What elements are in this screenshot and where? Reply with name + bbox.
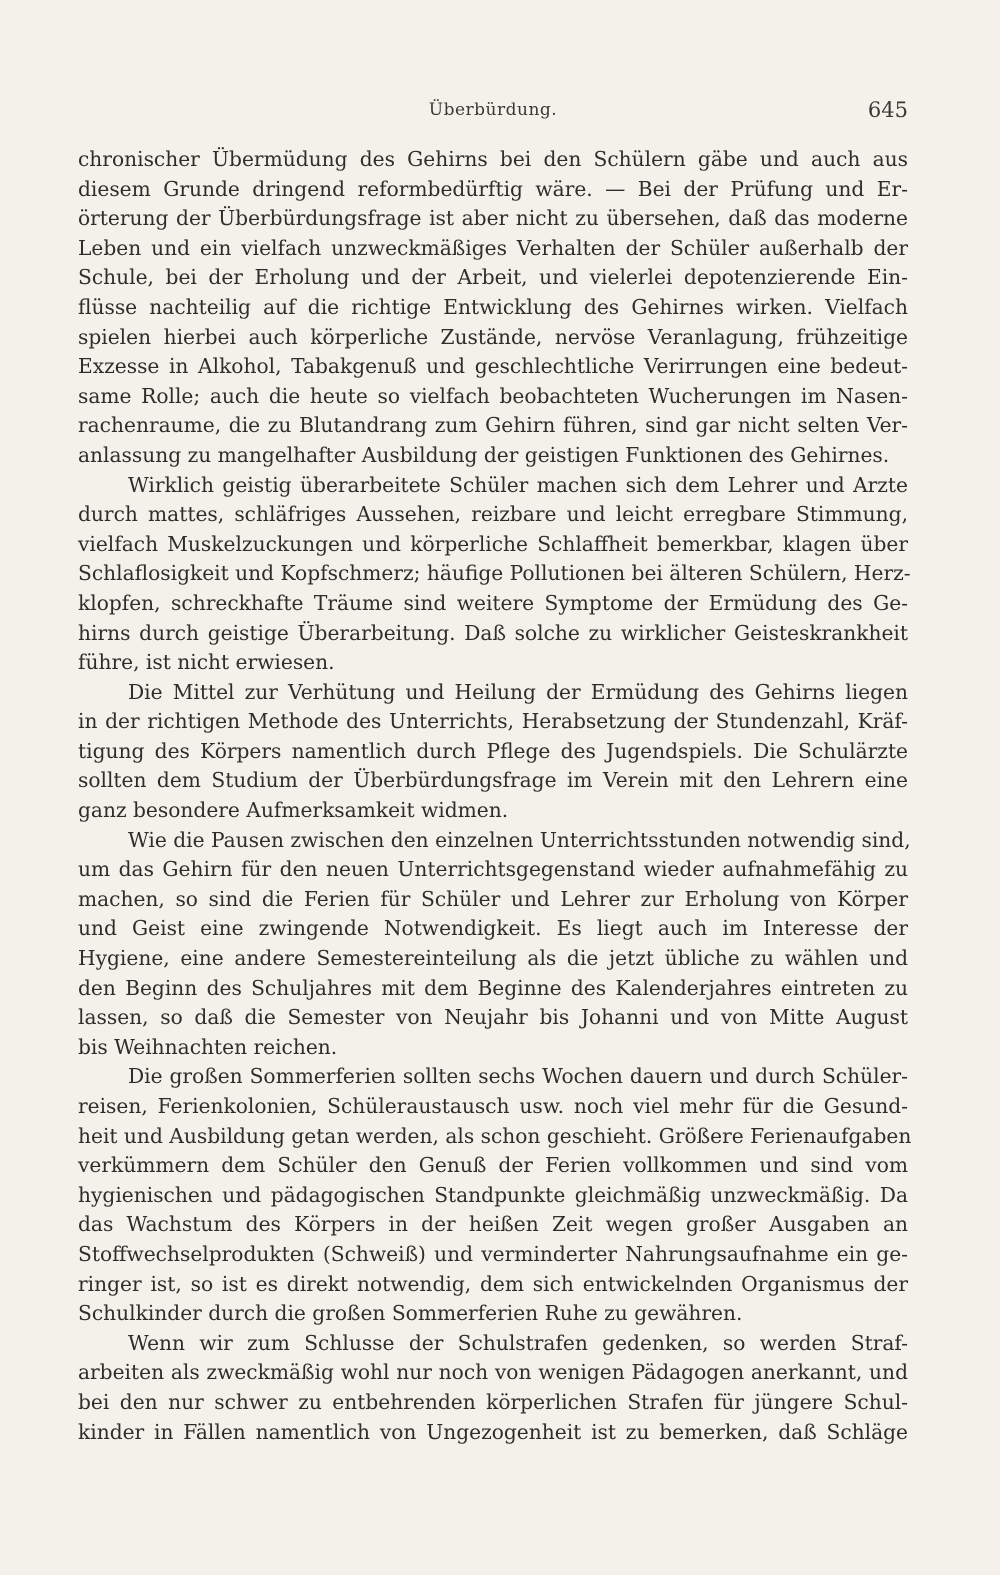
text-line: anlassung zu mangelhafter Ausbildung der geistigen Funktionen des Gehirnes. (78, 442, 890, 467)
text-line: Exzesse in Alkohol, Tabakgenuß und geschlechtliche Verirrungen eine bedeut- (78, 354, 908, 379)
text-line: bei den nur schwer zu entbehrenden körperlichen Strafen für jüngere Schul- (78, 1389, 908, 1414)
text-line: Hygiene, eine andere Semestereinteilung als die jetzt übliche zu wählen und (78, 946, 908, 971)
text-line: führe, ist nicht erwiesen. (78, 650, 335, 675)
text-line: Leben und ein vielfach unzweckmäßiges Verhalten der Schüler außerhalb der (78, 235, 908, 260)
text-line: verkümmern dem Schüler den Genuß der Ferien vollkommen und sind vom (78, 1153, 908, 1178)
text-line: sollten dem Studium der Überbürdungsfrage im Verein mit den Lehrern eine (78, 768, 908, 793)
text-line: kinder in Fällen namentlich von Ungezogenheit ist zu bemerken, daß Schläge (78, 1419, 908, 1444)
text-line: Stoffwechselprodukten (Schweiß) und verminderter Nahrungsaufnahme ein ge- (78, 1241, 908, 1266)
text-line: Die Mittel zur Verhütung und Heilung der Ermüdung des Gehirns liegen (128, 679, 908, 704)
text-line: Schule, bei der Erholung und der Arbeit, und vielerlei depotenzierende Ein- (78, 265, 908, 290)
text-line: bis Weihnachten reichen. (78, 1034, 338, 1059)
text-line: vielfach Muskelzuckungen und körperliche Schlaffheit bemerkbar, klagen über (78, 531, 908, 556)
text-line: arbeiten als zweckmäßig wohl nur noch von wenigen Pädagogen anerkannt, und (78, 1360, 908, 1385)
running-title: Überbürdung. (428, 100, 558, 120)
text-line: ganz besondere Aufmerksamkeit widmen. (78, 798, 509, 823)
text-line: örterung der Überbürdungsfrage ist aber nicht zu übersehen, daß das moderne (78, 206, 908, 231)
text-line: hirns durch geistige Überarbeitung. Daß solche zu wirklicher Geisteskrankheit (78, 620, 908, 645)
text-line: und Geist eine zwingende Notwendigkeit. Es liegt auch im Interesse der (78, 916, 908, 941)
text-line: durch mattes, schläfriges Aussehen, reizbare und leicht erregbare Stimmung, (78, 502, 908, 527)
text-line: flüsse nachteilig auf die richtige Entwicklung des Gehirnes wirken. Vielfach (78, 294, 908, 319)
text-line: den Beginn des Schuljahres mit dem Beginne des Kalenderjahres eintreten zu (78, 975, 908, 1000)
text-line: heit und Ausbildung getan werden, als schon geschieht. Größere Ferienaufgaben (78, 1123, 912, 1148)
text-line: chronischer Übermüdung des Gehirns bei den Schülern gäbe und auch aus (78, 147, 908, 171)
text-line: um das Gehirn für den neuen Unterrichtsgegenstand wieder aufnahmefähig zu (78, 857, 908, 882)
text-line: Die großen Sommerferien sollten sechs Wochen dauern und durch Schüler- (128, 1064, 908, 1089)
text-line: klopfen, schreckhafte Träume sind weitere Symptome der Ermüdung des Ge- (78, 590, 908, 615)
text-line: das Wachstum des Körpers in der heißen Zeit wegen großer Ausgaben an (78, 1212, 908, 1237)
text-line: in der richtigen Methode des Unterrichts, Herabsetzung der Stundenzahl, Kräf- (78, 709, 908, 734)
text-line: Schulkinder durch die großen Sommerferien Ruhe zu gewähren. (78, 1301, 743, 1326)
text-line: Wenn wir zum Schlusse der Schulstrafen gedenken, so werden Straf- (128, 1330, 908, 1355)
text-line: ringer ist, so ist es direkt notwendig, dem sich entwickelnden Organismus der (78, 1271, 908, 1296)
text-line: lassen, so daß die Semester von Neujahr bis Johanni und von Mitte August (78, 1005, 908, 1030)
text-line: reisen, Ferienkolonien, Schüleraustausch usw. noch viel mehr für die Gesund- (78, 1094, 908, 1118)
text-line: hygienischen und pädagogischen Standpunkte gleichmäßig unzweckmäßig. Da (78, 1182, 908, 1207)
running-head (78, 100, 908, 130)
text-line: spielen hierbei auch körperliche Zustände, nervöse Veranlagung, frühzeitige (78, 324, 908, 349)
text-line: tigung des Körpers namentlich durch Pflege des Jugendspiels. Die Schulärzte (78, 738, 908, 763)
page-number: 645 (867, 98, 908, 122)
text-line: diesem Grunde dringend reformbedürftig wäre. — Bei der Prüfung und Er- (78, 176, 908, 201)
text-line: Wie die Pausen zwischen den einzelnen Unterrichtsstunden notwendig sind, (128, 827, 911, 852)
body-text (78, 145, 912, 1447)
text-line: same Rolle; auch die heute so vielfach beobachteten Wucherungen im Nasen- (78, 383, 908, 408)
text-line: Wirklich geistig überarbeitete Schüler machen sich dem Lehrer und Arzte (128, 472, 908, 497)
text-line: rachenraume, die zu Blutandrang zum Gehirn führen, sind gar nicht selten Ver- (78, 413, 908, 438)
text-line: Schlaflosigkeit und Kopfschmerz; häufige Pollutionen bei älteren Schülern, Herz- (78, 561, 911, 586)
text-line: machen, so sind die Ferien für Schüler und Lehrer zur Erholung von Körper (78, 886, 908, 911)
